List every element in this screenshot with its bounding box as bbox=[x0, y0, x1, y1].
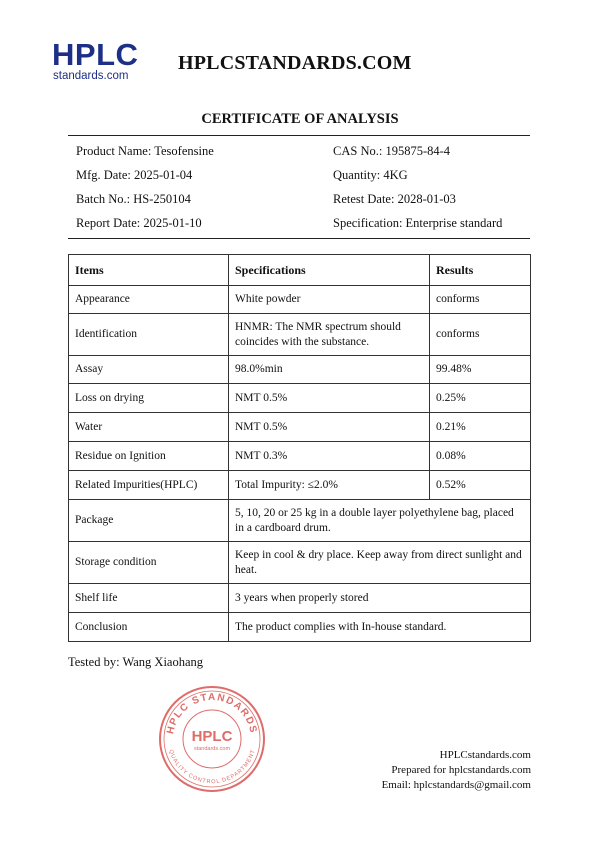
report-date: Report Date: 2025-01-10 bbox=[76, 215, 202, 230]
footer-prepared-for: Prepared for hplcstandards.com bbox=[391, 764, 531, 776]
logo-sub-text: standards.com bbox=[53, 70, 129, 82]
note-text: Keep in cool & dry place. Keep away from direct sunlight and heat. bbox=[229, 542, 531, 584]
info-row bbox=[68, 211, 530, 235]
row-item: Related Impurities(HPLC) bbox=[69, 471, 229, 500]
document-title: CERTIFICATE OF ANALYSIS bbox=[201, 111, 399, 127]
row-item: Residue on Ignition bbox=[69, 442, 229, 471]
row-result: 0.52% bbox=[430, 471, 531, 500]
mfg-date: Mfg. Date: 2025-01-04 bbox=[76, 167, 193, 182]
batch-number: Batch No.: HS-250104 bbox=[76, 191, 191, 206]
cas-number: CAS No.: 195875-84-4 bbox=[333, 143, 451, 158]
row-item: Identification bbox=[69, 314, 229, 356]
table-row bbox=[69, 442, 531, 471]
table-row bbox=[69, 413, 531, 442]
tested-by: Tested by: Wang Xiaohang bbox=[68, 655, 204, 669]
note-item: Conclusion bbox=[69, 613, 229, 642]
footer-site: HPLCstandards.com bbox=[439, 749, 531, 761]
row-item: Appearance bbox=[69, 286, 229, 314]
note-text: The product complies with In-house standard. bbox=[229, 613, 531, 642]
row-item: Loss on drying bbox=[69, 384, 229, 413]
row-spec: NMT 0.5% bbox=[229, 384, 430, 413]
retest-date: Retest Date: 2028-01-03 bbox=[333, 191, 456, 206]
stamp-center-main: HPLC bbox=[191, 728, 233, 745]
row-result: 0.21% bbox=[430, 413, 531, 442]
row-spec: HNMR: The NMR spectrum should coincides with the substance. bbox=[229, 314, 430, 356]
company-logo bbox=[52, 37, 144, 82]
row-result: conforms bbox=[430, 314, 531, 356]
row-result: conforms bbox=[430, 286, 531, 314]
row-result: 99.48% bbox=[430, 356, 531, 384]
note-item: Package bbox=[69, 500, 229, 542]
table-note-row bbox=[69, 613, 531, 642]
analysis-table bbox=[68, 254, 531, 642]
table-row bbox=[69, 314, 531, 356]
site-title: HPLCSTANDARDS.COM bbox=[178, 52, 412, 74]
header-results: Results bbox=[430, 255, 531, 286]
row-spec: NMT 0.3% bbox=[229, 442, 430, 471]
header-specifications: Specifications bbox=[229, 255, 430, 286]
quantity: Quantity: 4KG bbox=[333, 167, 408, 182]
note-item: Storage condition bbox=[69, 542, 229, 584]
footer-email: Email: hplcstandards@gmail.com bbox=[381, 779, 531, 791]
row-result: 0.25% bbox=[430, 384, 531, 413]
stamp-top-text: HPLC STANDARDS bbox=[165, 691, 259, 736]
row-spec: White powder bbox=[229, 286, 430, 314]
stamp-bottom-text: QUALITY CONTROL DEPARTMENT bbox=[167, 749, 257, 786]
table-row bbox=[69, 356, 531, 384]
note-text: 5, 10, 20 or 25 kg in a double layer polyethylene bag, placed in a cardboard drum. bbox=[229, 500, 531, 542]
info-row bbox=[68, 139, 530, 163]
info-row bbox=[68, 187, 530, 211]
table-note-row bbox=[69, 500, 531, 542]
specification: Specification: Enterprise standard bbox=[333, 215, 503, 230]
table-row bbox=[69, 384, 531, 413]
note-text: 3 years when properly stored bbox=[229, 584, 531, 613]
product-name: Product Name: Tesofensine bbox=[76, 143, 214, 158]
table-header-row bbox=[69, 255, 531, 286]
row-item: Assay bbox=[69, 356, 229, 384]
row-result: 0.08% bbox=[430, 442, 531, 471]
header-items: Items bbox=[69, 255, 229, 286]
footer bbox=[382, 748, 531, 793]
stamp-center-sub: standards.com bbox=[193, 746, 231, 752]
logo-main-text: HPLC bbox=[52, 37, 139, 72]
product-info-block bbox=[68, 135, 530, 239]
note-item: Shelf life bbox=[69, 584, 229, 613]
row-item: Water bbox=[69, 413, 229, 442]
quality-stamp-icon bbox=[158, 685, 266, 793]
table-row bbox=[69, 286, 531, 314]
table-note-row bbox=[69, 542, 531, 584]
row-spec: 98.0%min bbox=[229, 356, 430, 384]
row-spec: Total Impurity: ≤2.0% bbox=[229, 471, 430, 500]
table-row bbox=[69, 471, 531, 500]
row-spec: NMT 0.5% bbox=[229, 413, 430, 442]
info-row bbox=[68, 163, 530, 187]
table-note-row bbox=[69, 584, 531, 613]
